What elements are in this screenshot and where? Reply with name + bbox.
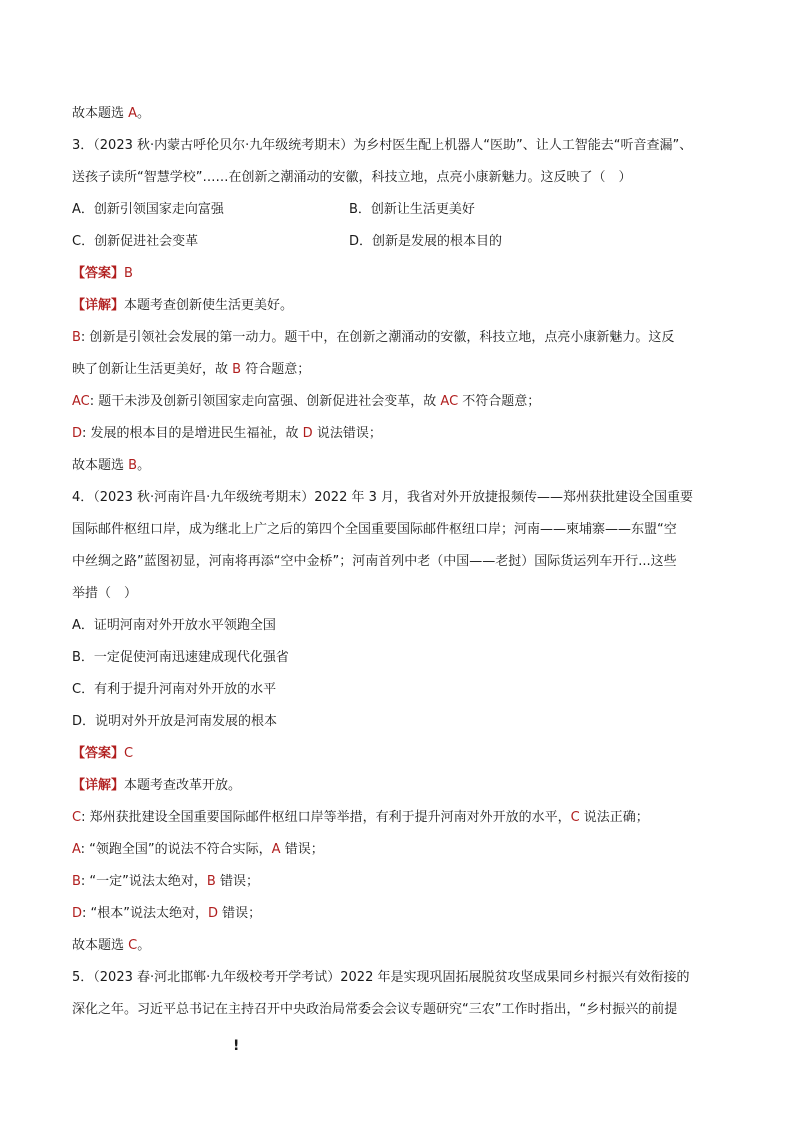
conclusion-tail: 。 [137,938,151,953]
answer-value: B [124,266,133,281]
option-item: A．创新引领国家走向富强 [72,202,224,217]
explanation-text: 错误； [218,906,262,921]
option-ref: A [271,842,281,857]
line-text: 中丝绸之路”蓝图初显，河南将再添“空中金桥”；河南首列中老（中国——老挝）国际货运列车开行...这些 [72,554,677,569]
conclusion-choice: B [128,458,138,473]
explanation-text: 错误； [215,874,259,889]
option-ref: AC [72,394,90,409]
option-ref: D [208,906,219,921]
option-ref: D [72,426,83,441]
option-ref: C [72,810,82,825]
explanation-text: : 题干未涉及创新引领国家走向富强、创新促进社会变革，故 [89,394,441,409]
option-item: D．创新是发展的根本目的 [349,234,503,249]
explanation-text: 说法错误； [312,426,382,441]
text-line [72,962,722,994]
option-ref: B [72,874,81,889]
explanation-line [72,386,722,418]
explanation-line [72,898,722,930]
explanation-text: 不符合题意； [458,394,541,409]
conclusion-text: 故本题选 [72,106,129,121]
explanation-text: : 发展的根本目的是增进民生福祉，故 [82,426,303,441]
explanation-text: 说法正确； [579,810,649,825]
explanation-text: : “一定”说法太绝对， [80,874,207,889]
option-ref: B [72,330,81,345]
detail-text: 本题考查改革开放。 [124,778,242,793]
option-item: B．创新让生活更美好 [349,202,475,217]
text-line [72,546,722,578]
option-ref: B [232,362,242,377]
detail-line [72,290,722,322]
explanation-text: 符合题意； [241,362,311,377]
text-line [72,162,722,194]
line-text: 国际邮件枢纽口岸，成为继北上广之后的第四个全国重要国际邮件枢纽口岸；河南——柬埔寨——东盟“空 [72,522,677,537]
conclusion-text: 故本题选 [72,938,129,953]
explanation-line [72,802,722,834]
text-line [72,674,722,706]
line-text: 送孩子读所“智慧学校”……在创新之潮涌动的安徽，科技立地，点亮小康新魅力。这反映了（ ） [72,170,632,185]
line-text: 4．（2023 秋·河南许昌·九年级统考期末）2022 年 3 月，我省对外开放捷报频传——郑州获批建设全国重要 [72,490,694,505]
option-item: C．创新促进社会变革 [72,234,199,249]
conclusion-tail: 。 [137,458,151,473]
conclusion-text: 故本题选 [72,458,129,473]
explanation-line [72,834,722,866]
conclusion-choice: C [128,938,138,953]
answer-label: 【答案】 [72,266,125,281]
option-ref: D [72,906,83,921]
conclusion-line [72,930,722,962]
text-line [72,482,722,514]
explanation-text: : “领跑全国”的说法不符合实际， [80,842,272,857]
text-line [72,610,722,642]
option-row [72,226,722,258]
line-text: 3．（2023 秋·内蒙古呼伦贝尔·九年级统考期末）为乡村医生配上机器人“医助”、让人工智能去“听音查漏”、 [72,138,693,153]
detail-line [72,770,722,802]
explanation-text: : 郑州获批建设全国重要国际邮件枢纽口岸等举措，有利于提升河南对外开放的水平， [81,810,571,825]
explanation-line [72,418,722,450]
line-text: B．一定促使河南迅速建成现代化强省 [72,650,289,665]
explanation-line [72,322,722,354]
text-line [72,578,722,610]
explanation-text: : 创新是引领社会发展的第一动力。题干中，在创新之潮涌动的安徽，科技立地，点亮小康新魅力。这反 [80,330,675,345]
text-line [72,130,722,162]
detail-text: 本题考查创新使生活更美好。 [124,298,294,313]
text-line [72,994,722,1026]
text-line [72,642,722,674]
conclusion-tail: 。 [137,106,151,121]
line-text: A．证明河南对外开放水平领跑全国 [72,618,276,633]
option-ref: A [72,842,81,857]
option-ref: C [570,810,580,825]
explanation-line [72,866,722,898]
option-ref: AC [440,394,459,409]
explanation-text: : “根本”说法太绝对， [82,906,208,921]
line-text: C．有利于提升河南对外开放的水平 [72,682,277,697]
conclusion-line [72,98,722,130]
explanation-text: 错误； [280,842,324,857]
detail-label: 【详解】 [72,778,125,793]
line-text: 5．（2023 春·河北邯郸·九年级校考开学考试）2022 年是实现巩固拓展脱贫攻坚成果同乡村振兴有效衔接的 [72,970,690,985]
answer-value: C [124,746,134,761]
line-text: 举措（ ） [72,586,138,601]
conclusion-choice: A [128,106,138,121]
line-text: 深化之年。习近平总书记在主持召开中央政治局常委会会议专题研究“三农”工作时指出，“乡村振兴的前提 [72,1002,678,1017]
text-line [72,706,722,738]
conclusion-line [72,450,722,482]
line-text: D．说明对外开放是河南发展的根本 [72,714,278,729]
text-line [72,514,722,546]
document-body [72,98,722,1026]
answer-line [72,738,722,770]
footer-mark: ! [233,1038,240,1054]
explanation-line [72,354,722,386]
answer-line [72,258,722,290]
explanation-text: 映了创新让生活更美好，故 [72,362,233,377]
detail-label: 【详解】 [72,298,125,313]
answer-label: 【答案】 [72,746,125,761]
option-ref: B [206,874,216,889]
option-ref: D [302,426,313,441]
option-row [72,194,722,226]
